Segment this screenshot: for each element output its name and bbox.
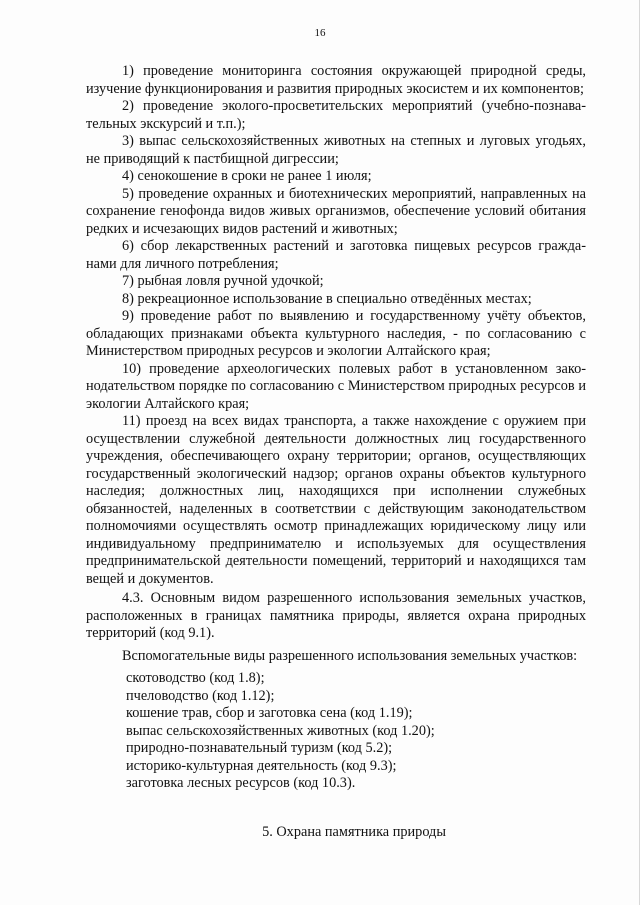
regime-item-4: 4) сенокошение в сроки не ранее 1 июля; [122, 168, 372, 184]
section-heading: 5. Охрана памятника природы [262, 823, 446, 840]
main-use-paragraph: 4.3. Основным видом разрешенного использования земельных участков, расположенных в границах памятника природы, является охрана природных территорий (код 9.1). [86, 590, 586, 641]
auxiliary-uses-list [86, 670, 586, 793]
regime-item-8: 8) рекреационное использование в специально отведённых местах; [122, 290, 532, 307]
regime-item-10: 10) проведение археологических полевых работ в установленном законодательством порядке по согласованию с Министерством природных ресурсов и экологии Алтайского края; [86, 360, 586, 412]
list-item: кошение трав, сбор и заготовка сена (код 1.19); [126, 705, 413, 721]
list-item: пчеловодство (код 1.12); [126, 687, 275, 704]
regime-item-3: 3) выпас сельскохозяйственных животных на степных и луговых угодьях, не приводящий к пастбищной дигрессии; [86, 133, 586, 167]
list-item: историко-культурная деятельность (код 9.3); [126, 757, 397, 774]
page-number: 16 [314, 27, 326, 39]
regime-item-6: 6) сбор лекарственных растений и заготовка пищевых ресурсов гражданами для личного потребления; [86, 238, 586, 272]
list-item: выпас сельскохозяйственных животных (код 1.20); [126, 722, 435, 739]
regime-item-9: 9) проведение работ по выявлению и государственному учёту объектов, обладающих признаками объекта культурного наследия, - по согласованию с Министерством природных ресурсов и экологии Алтайского края; [86, 308, 586, 359]
auxiliary-uses-intro: Вспомогательные виды разрешенного использования земельных участков: [122, 647, 578, 664]
regime-item-1: 1) проведение мониторинга состояния окружающей природной среды, изучение функционирования и развития природных экосистем и их компонентов; [86, 63, 586, 97]
list-item: скотоводство (код 1.8); [126, 670, 265, 686]
document-body [86, 63, 586, 841]
regime-item-5: 5) проведение охранных и биотехнических мероприятий, направленных на сохранение генофонда видов живых организмов, обеспечение условий обитания редких и исчезающих видов растений и животных; [86, 185, 586, 237]
regime-item-7: 7) рыбная ловля ручной удочкой; [122, 273, 324, 289]
list-item: природно-познавательный туризм (код 5.2); [126, 740, 393, 756]
list-item: заготовка лесных ресурсов (код 10.3). [126, 775, 356, 791]
regime-item-11: 11) проезд на всех видах транспорта, а также нахождение с оружием при осуществлении служебной деятельности должностных лиц государственного учреждения, обеспечивающего охрану территории; органов, осуществляющих государственный экологический надзор; органов охраны объектов культурного наследия; должностных лиц, находящихся при исполнении служебных обязанностей, наделенных в соответствии с действующим законодательством полномочиями осуществлять осмотр принадлежащих юридическому лицу или индивидуальному предпринимателю и используемых для осуществления предпринимательской деятельности помещений, территорий и находящихся там вещей и документов. [86, 413, 586, 587]
regime-item-2: 2) проведение эколого-просветительских мероприятий (учебно-познавательных экскурсий и т.п.); [86, 98, 586, 132]
